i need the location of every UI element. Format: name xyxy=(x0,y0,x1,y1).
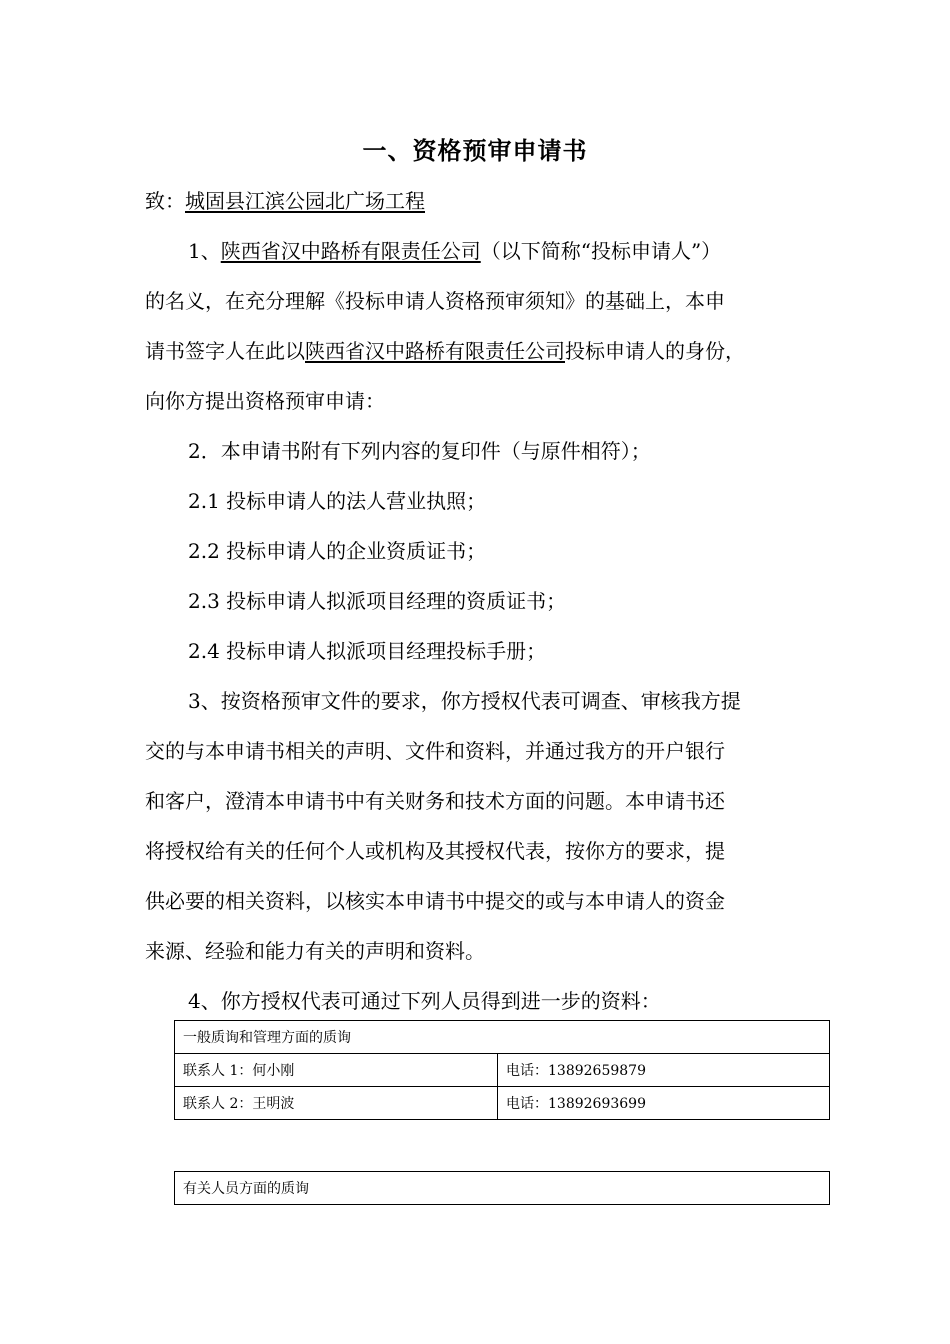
para1-line4: 向你方提出资格预审申请： xyxy=(145,389,385,413)
para1-line3-company: 陕西省汉中路桥有限责任公司 xyxy=(305,339,565,363)
table-header-cell: 有关人员方面的质询 xyxy=(175,1172,830,1205)
para3-line: 供必要的相关资料，以核实本申请书中提交的或与本申请人的资金 xyxy=(145,889,725,913)
para1-prefix: 1、 xyxy=(188,239,221,263)
addressee-prefix: 致： xyxy=(145,189,185,213)
table-header-cell: 一般质询和管理方面的质询 xyxy=(175,1021,830,1054)
para3-line: 3、按资格预审文件的要求，你方授权代表可调查、审核我方提 xyxy=(188,689,741,713)
para3-line: 和客户，澄清本申请书中有关财务和技术方面的问题。本申请书还 xyxy=(145,789,725,813)
table-header-row xyxy=(175,1172,830,1205)
table-header-row xyxy=(175,1021,830,1054)
para3-line: 交的与本申请书相关的声明、文件和资料，并通过我方的开户银行 xyxy=(145,739,725,763)
phone-cell: 电话：13892659879 xyxy=(498,1054,830,1087)
addressee-line xyxy=(145,186,815,216)
para1-line3-prefix: 请书签字人在此以 xyxy=(145,339,305,363)
para1-line3 xyxy=(145,336,815,366)
contact-cell: 联系人 2：王明波 xyxy=(175,1087,498,1120)
para1-line3-suffix: 投标申请人的身份， xyxy=(565,339,745,363)
para2-item: 2.1 投标申请人的法人营业执照； xyxy=(188,489,487,513)
para1-line2: 的名义，在充分理解《投标申请人资格预审须知》的基础上，本申 xyxy=(145,289,725,313)
table-row xyxy=(175,1087,830,1120)
para2-item: 2.2 投标申请人的企业资质证书； xyxy=(188,539,487,563)
para1-line1 xyxy=(188,236,858,266)
contact-table-general xyxy=(174,1020,830,1120)
addressee-name: 城固县江滨公园北广场工程 xyxy=(185,189,425,213)
table-row xyxy=(175,1054,830,1087)
para2-item: 2.4 投标申请人拟派项目经理投标手册； xyxy=(188,639,547,663)
phone-cell: 电话：13892693699 xyxy=(498,1087,830,1120)
para1-after-company: （以下简称“投标申请人”） xyxy=(480,239,722,263)
page-title: 一、资格预审申请书 xyxy=(362,137,588,165)
para1-company: 陕西省汉中路桥有限责任公司 xyxy=(220,239,481,263)
contact-cell: 联系人 1：何小刚 xyxy=(175,1054,498,1087)
contact-table-personnel xyxy=(174,1171,830,1205)
para3-line: 来源、经验和能力有关的声明和资料。 xyxy=(145,939,485,963)
para3-line: 将授权给有关的任何个人或机构及其授权代表，按你方的要求，提 xyxy=(145,839,725,863)
para2-intro: 2．本申请书附有下列内容的复印件（与原件相符）； xyxy=(188,439,651,463)
para2-item: 2.3 投标申请人拟派项目经理的资质证书； xyxy=(188,589,567,613)
para4-intro: 4、你方授权代表可通过下列人员得到进一步的资料： xyxy=(188,989,661,1013)
